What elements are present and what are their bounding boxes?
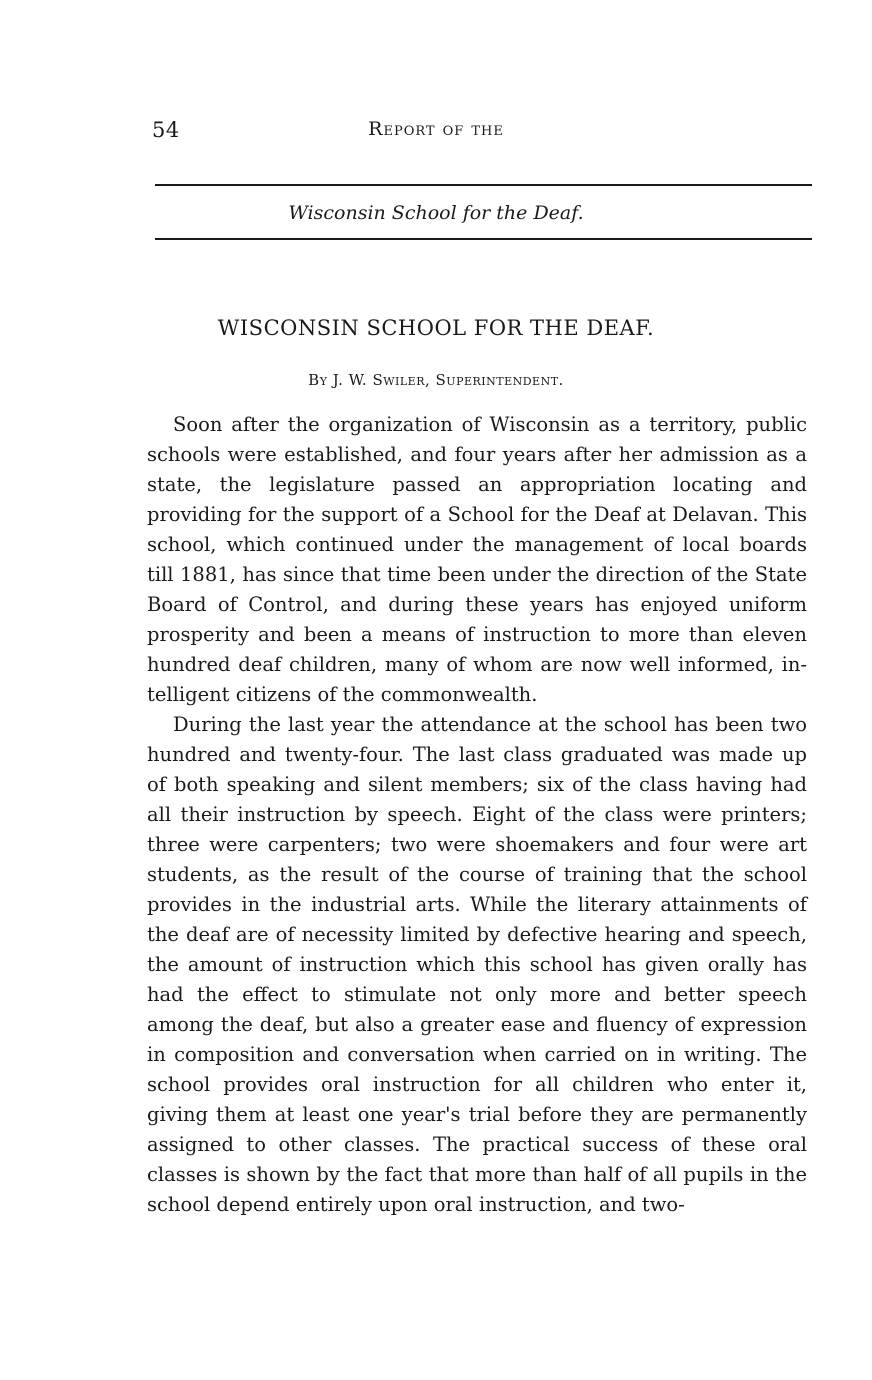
header-rule-bottom [155, 238, 812, 240]
article-body [147, 410, 807, 1220]
running-head: Report of the [368, 118, 504, 140]
page-number: 54 [152, 118, 180, 142]
paragraph: Soon after the organization of Wisconsin as a territory, public schools were established, and four years after her admission as a state, the legislature passed an appropriation locating and providing for the support of a School for the Deaf at Delavan. This school, which continued under the management of local boards till 1881, has since that time been under the direction of the State Board of Control, and during these years has enjoyed uniform prosperity and been a means of instruction to more than eleven hundred deaf children, many of whom are now well informed, intelligent citizens of the commonwealth. [147, 413, 807, 706]
section-subhead: Wisconsin School for the Deaf. [288, 202, 584, 224]
byline: By J. W. Swiler, Superintendent. [308, 371, 564, 389]
header-rule-top [155, 184, 812, 186]
article-title: WISCONSIN SCHOOL FOR THE DEAF. [217, 316, 655, 340]
paragraph: During the last year the attendance at the school has been two hundred and twenty-four. The last class graduated was made up of both speaking and silent members; six of the class having had all their instruction by speech. Eight of the class were printers; three were carpenters; two were shoemakers and four were art students, as the result of the course of training that the school provides in the industrial arts. While the literary attainments of the deaf are of necessity limited by defective hearing and speech, the amount of instruction which this school has given orally has had the effect to stimulate not only more and better speech among the deaf, but also a greater ease and fluency of expression in composition and conversation when carried on in writing. The school provides oral instruction for all children who enter it, giving them at least one year's trial before they are permanently assigned to other classes. The practical success of these oral classes is shown by the fact that more than half of all pupils in the school depend entirely upon oral instruction, and two- [147, 713, 807, 1216]
